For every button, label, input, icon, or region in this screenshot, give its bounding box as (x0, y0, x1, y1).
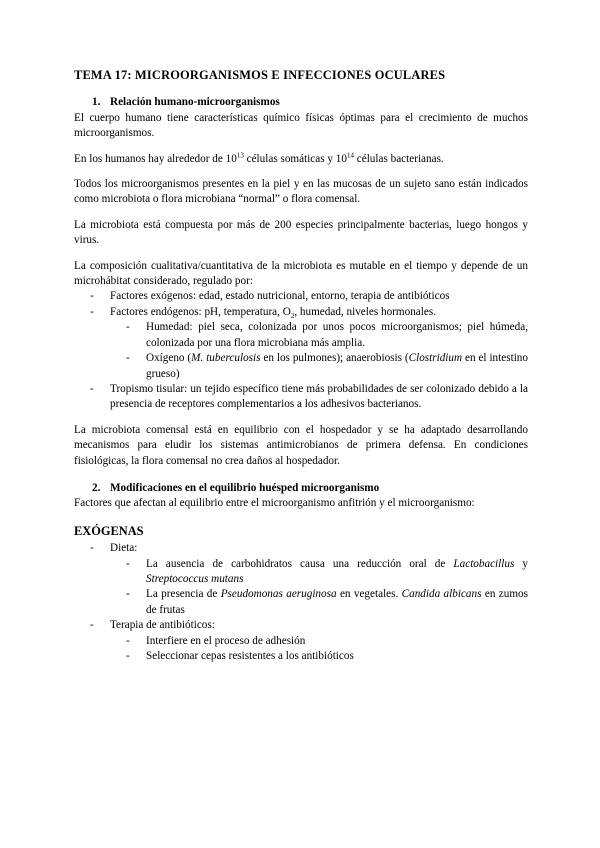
species-name: Pseudomonas aeruginosa (220, 588, 337, 601)
list-item-text: en vegetales. (336, 588, 402, 601)
bullet-dash: - (126, 650, 130, 662)
paragraph-cell-count (74, 152, 528, 167)
list-item (74, 305, 528, 382)
list-item-text: Tropismo tisular: un tejido específico tiene más probabilidades de ser colonizado debido a la presencia de receptores complementarios a los adhesivos bacterianos. (110, 382, 528, 411)
exogenas-heading: EXÓGENAS (74, 523, 144, 538)
list-item-text: Terapia de antibióticos: (110, 619, 215, 632)
bullet-dash: - (126, 588, 130, 601)
list-item-text: y (514, 557, 529, 570)
list-item (74, 541, 528, 618)
section-2-title: Modificaciones en el equilibrio huésped microorganismo (110, 481, 380, 494)
list-item-text: Dieta: (110, 542, 138, 555)
list-item-text: , humedad, niveles hormonales. (294, 305, 436, 318)
text-span: células bacterianas. (353, 152, 444, 165)
list-item-text: Factores endógenos: pH, temperatura, O (110, 305, 291, 318)
list-item-text: Oxígeno ( (146, 352, 192, 365)
subscript: 2 (290, 312, 295, 321)
bullet-dash: - (90, 290, 94, 303)
list-item (110, 320, 528, 351)
list-item-text: en el intestino grueso) (146, 352, 528, 380)
species-name: Lactobacillus (453, 557, 515, 570)
bullet-dash: - (90, 542, 94, 555)
bullet-dash: - (90, 619, 94, 632)
species-name: Streptococcus mutans (146, 572, 244, 585)
document-content (74, 68, 528, 674)
list-item-text: Interfiere en el proceso de adhesión (146, 634, 306, 647)
paragraph-equilibrium-factors: Factores que afectan al equilibrio entre el microorganismo anfitrión y el microorganismo: (74, 497, 475, 510)
paragraph-microbiota-composition: La microbiota está compuesta por más de 200 especies principalmente bacterias, luego hongos y virus. (74, 218, 528, 247)
section-2-number: 2. (92, 481, 101, 494)
exogenous-list (74, 541, 528, 664)
list-item-text: en los pulmones); anaerobiosis ( (260, 352, 409, 365)
list-item-text: Seleccionar cepas resistentes a los antibióticos (146, 650, 354, 662)
endogenous-sublist (110, 320, 528, 382)
list-item (74, 289, 528, 304)
bullet-dash: - (126, 557, 130, 570)
text-span: En los humanos hay alrededor de 10 (74, 152, 237, 165)
exponent: 14 (346, 150, 354, 159)
page-title: TEMA 17: MICROORGANISMOS E INFECCIONES OCULARES (74, 68, 446, 82)
section-1-title: Relación humano-microorganismos (110, 96, 280, 109)
paragraph-commensal-equilibrium: La microbiota comensal está en equilibrio con el hospedador y se ha adaptado desarrollando mecanismos para eludir los sistemas antimicrobianos de primera defensa. En condiciones fisiológicas, la flora comensal no crea daños al hospedador. (74, 423, 528, 467)
list-item (110, 351, 528, 382)
text-span: células somáticas y 10 (243, 152, 347, 165)
list-item-text: La presencia de (146, 588, 221, 601)
antibiotics-sublist (110, 634, 528, 665)
section-2-heading (74, 481, 528, 496)
list-item-text: en zumos de frutas (146, 588, 528, 616)
list-item-text: Factores exógenos: edad, estado nutricional, entorno, terapia de antibióticos (110, 290, 450, 303)
bullet-dash: - (90, 305, 94, 318)
paragraph-body-properties: El cuerpo humano tiene características químico físicas óptimas para el crecimiento de muchos microorganismos. (74, 111, 528, 140)
list-item (110, 649, 528, 664)
diet-sublist (110, 557, 528, 619)
list-item (110, 557, 528, 588)
paragraph-microbiota-variability: La composición cualitativa/cuantitativa de la microbiota es mutable en el tiempo y depende de un microhábitat considerado, regulado por: (74, 259, 528, 288)
species-name: Candida albicans (401, 588, 482, 601)
paragraph-microbiota-definition: Todos los microorganismos presentes en la piel y en las mucosas de un sujeto sano están indicados como microbiota o flora microbiana “normal” o flora comensal. (74, 178, 528, 206)
list-item-text: Humedad: piel seca, colonizada por unos pocos microorganismos; piel húmeda, colonizada por una flora microbiana más amplia. (146, 321, 528, 349)
list-item (110, 587, 528, 618)
bullet-dash: - (126, 352, 130, 365)
exponent: 13 (236, 150, 244, 159)
bullet-dash: - (126, 321, 130, 334)
section-1-heading (74, 95, 528, 110)
bullet-dash: - (90, 382, 94, 395)
list-item (110, 634, 528, 649)
list-item (74, 618, 528, 664)
section-1-number: 1. (92, 96, 101, 109)
bullet-dash: - (126, 634, 130, 647)
species-name: M. tuberculosis (191, 352, 261, 365)
list-item (74, 382, 528, 413)
species-name: Clostridium (408, 352, 463, 365)
list-item-text: La ausencia de carbohidratos causa una reducción oral de (146, 557, 454, 570)
factors-list (74, 289, 528, 412)
